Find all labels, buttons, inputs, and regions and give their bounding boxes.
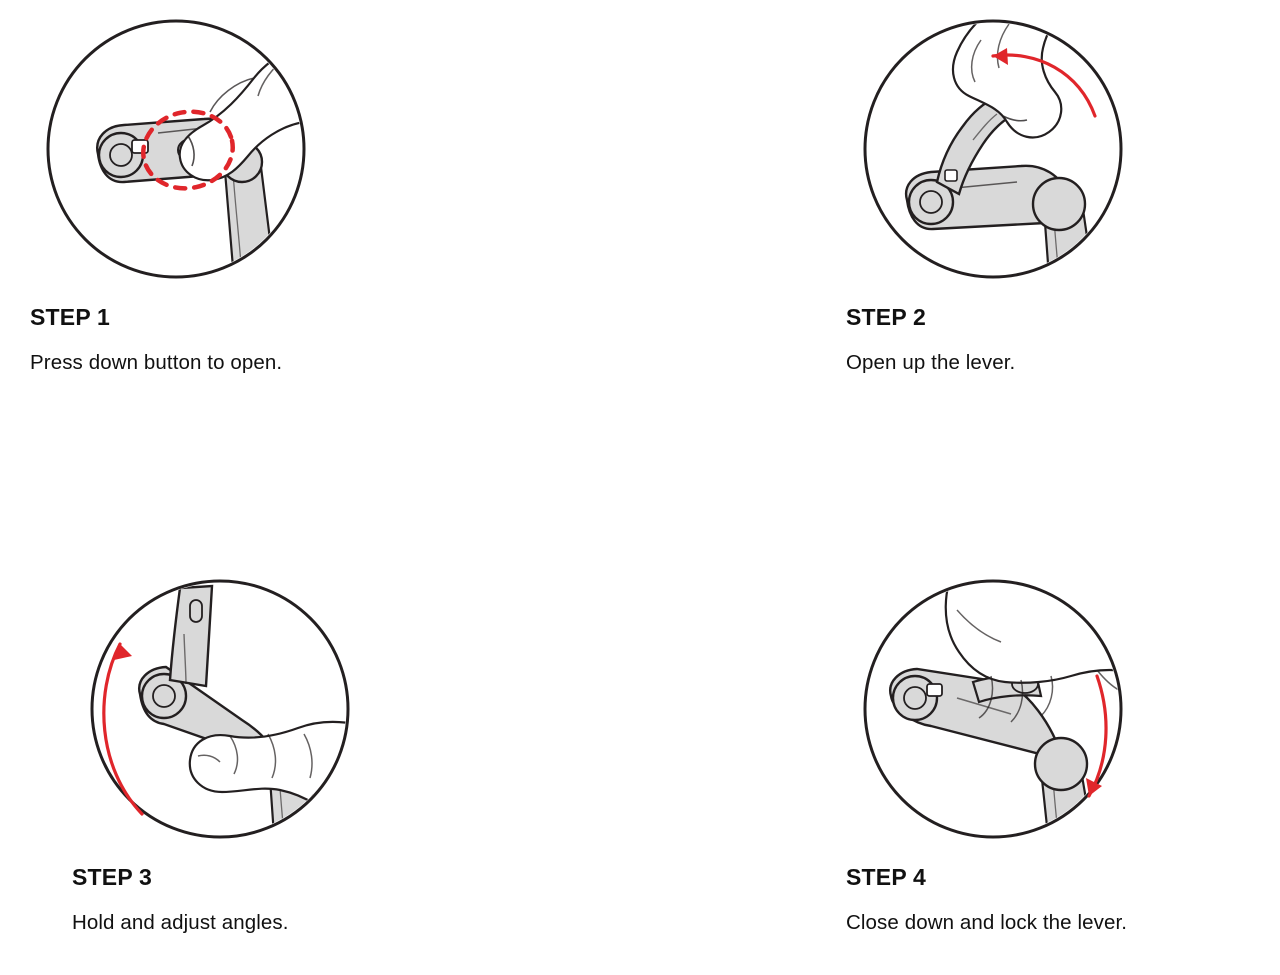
caption-step-3 bbox=[0, 864, 640, 935]
step-title: STEP 2 bbox=[846, 304, 927, 330]
caption-step-1 bbox=[0, 304, 640, 375]
step-description: Hold and adjust angles. bbox=[72, 911, 289, 934]
illustration-step-4 bbox=[845, 564, 1175, 864]
step-card-1 bbox=[0, 0, 640, 375]
step-description: Open up the lever. bbox=[846, 351, 1016, 374]
illustration-step-1 bbox=[28, 4, 358, 304]
hand-pressing-release-button-in-circle-svg bbox=[28, 4, 358, 304]
step-card-2 bbox=[640, 0, 1280, 375]
caption-step-4 bbox=[640, 864, 1280, 935]
step-title: STEP 3 bbox=[72, 864, 153, 890]
step-card-4 bbox=[640, 488, 1280, 935]
hand-rotating-clamp-in-circle-svg bbox=[72, 564, 402, 864]
hand-lifting-lever-in-circle-svg bbox=[845, 4, 1175, 304]
step-description: Close down and lock the lever. bbox=[846, 911, 1128, 934]
step-card-3 bbox=[0, 488, 640, 935]
illustration-step-2 bbox=[845, 4, 1175, 304]
caption-step-2 bbox=[640, 304, 1280, 375]
illustration-step-3 bbox=[72, 564, 402, 864]
hand-closing-lever-in-circle-svg bbox=[845, 564, 1175, 864]
step-title: STEP 1 bbox=[30, 304, 111, 330]
step-description: Press down button to open. bbox=[30, 351, 283, 374]
step-title: STEP 4 bbox=[846, 864, 927, 890]
